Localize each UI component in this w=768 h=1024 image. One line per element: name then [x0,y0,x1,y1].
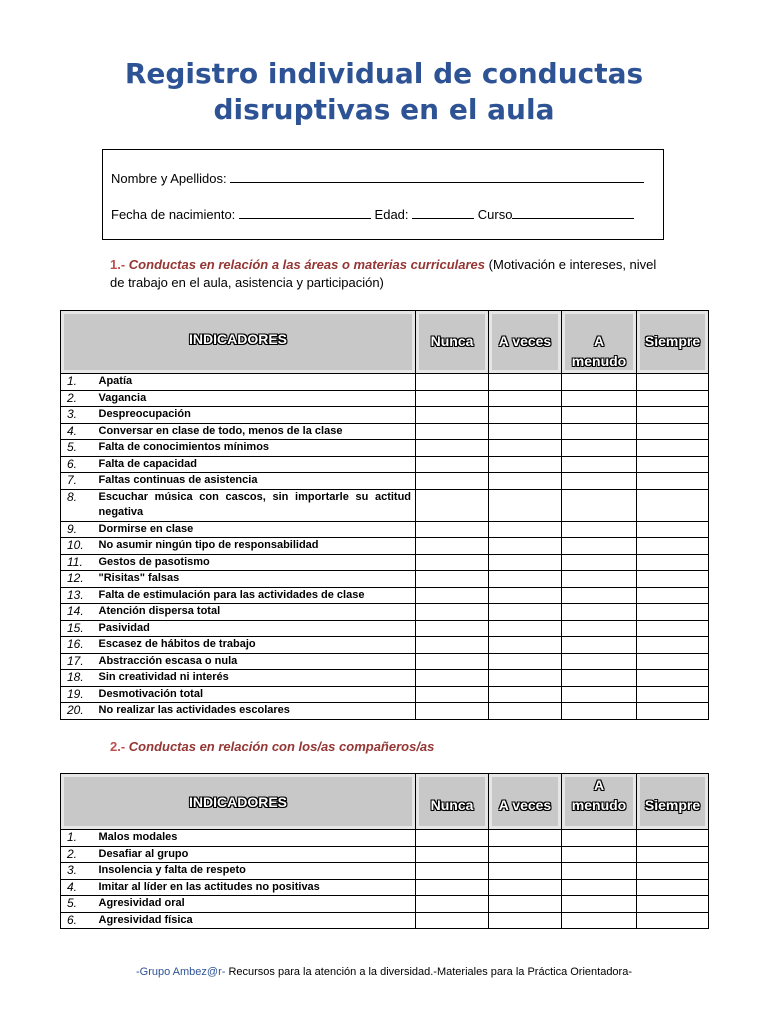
indicator-number: 9. [61,521,95,538]
indicator-text: Abstracción escasa o nula [95,653,416,670]
indicator-number: 2. [61,846,95,863]
page-footer [0,966,768,978]
sometimes-header: A veces [489,311,562,374]
table-row [61,830,709,847]
never-cell[interactable] [416,473,489,490]
table-row [61,538,709,555]
indicator-text: Sin creatividad ni interés [95,670,416,687]
sometimes-cell[interactable] [489,912,562,929]
sometimes-cell[interactable] [489,830,562,847]
often-cell[interactable] [562,571,637,588]
never-cell[interactable] [416,703,489,720]
age-blank-field[interactable] [412,206,474,219]
sometimes-cell[interactable] [489,703,562,720]
always-cell[interactable] [637,538,709,555]
indicator-text: Escuchar música con cascos, sin importarle su actitud negativa [95,489,416,521]
footer-brand: -Grupo Ambez@r- [135,966,226,978]
indicator-number: 19. [61,686,95,703]
never-cell[interactable] [416,554,489,571]
sometimes-cell[interactable] [489,423,562,440]
indicator-number: 15. [61,620,95,637]
often-cell[interactable] [562,407,637,424]
always-cell[interactable] [637,587,709,604]
indicator-text: Gestos de pasotismo [95,554,416,571]
always-cell[interactable] [637,390,709,407]
always-cell[interactable] [637,879,709,896]
indicator-number: 4. [61,879,95,896]
table-row [61,521,709,538]
often-cell[interactable] [562,879,637,896]
indicator-number: 7. [61,473,95,490]
often-cell[interactable] [562,521,637,538]
sometimes-cell[interactable] [489,489,562,521]
always-cell[interactable] [637,571,709,588]
sometimes-cell[interactable] [489,604,562,621]
sometimes-cell[interactable] [489,620,562,637]
often-cell[interactable] [562,703,637,720]
indicator-number: 11. [61,554,95,571]
never-cell[interactable] [416,896,489,913]
document-title-line-2: disruptivas en el aula [213,93,555,126]
indicator-text: Agresividad física [95,912,416,929]
table-row [61,670,709,687]
sometimes-cell[interactable] [489,670,562,687]
course-label: Curso [477,207,513,222]
indicator-number: 18. [61,670,95,687]
always-cell[interactable] [637,489,709,521]
indicator-number: 20. [61,703,95,720]
often-header-line-2: menudo [571,353,627,369]
table-row [61,587,709,604]
always-cell[interactable] [637,896,709,913]
never-cell[interactable] [416,423,489,440]
indicator-number: 6. [61,456,95,473]
often-cell[interactable] [562,440,637,457]
never-header: Nunca [416,774,489,830]
never-cell[interactable] [416,587,489,604]
table-row [61,554,709,571]
always-cell[interactable] [637,830,709,847]
indicator-number: 3. [61,863,95,880]
dob-blank-field[interactable] [239,206,371,219]
table-row [61,703,709,720]
indicator-text: Malos modales [95,830,416,847]
never-cell[interactable] [416,912,489,929]
indicator-text: Falta de conocimientos mínimos [95,440,416,457]
footer-text: Recursos para la atención a la diversidad.-Materiales para la Práctica Orientadora- [225,966,632,978]
dob-label: Fecha de nacimiento: [111,207,236,222]
sometimes-cell[interactable] [489,554,562,571]
often-cell[interactable] [562,554,637,571]
table-row [61,846,709,863]
often-cell[interactable] [562,637,637,654]
indicator-number: 17. [61,653,95,670]
sometimes-cell[interactable] [489,456,562,473]
section-1-title: Conductas en relación a las áreas o materias curriculares [128,257,486,272]
indicator-text: Escasez de hábitos de trabajo [95,637,416,654]
indicator-number: 1. [61,374,95,391]
always-cell[interactable] [637,846,709,863]
often-cell[interactable] [562,587,637,604]
often-header [562,774,637,830]
often-cell[interactable] [562,863,637,880]
always-cell[interactable] [637,912,709,929]
sometimes-cell[interactable] [489,374,562,391]
often-cell[interactable] [562,620,637,637]
never-cell[interactable] [416,440,489,457]
never-cell[interactable] [416,571,489,588]
always-cell[interactable] [637,620,709,637]
often-header-line-2: menudo [571,797,627,813]
indicator-text: Insolencia y falta de respeto [95,863,416,880]
indicator-number: 5. [61,440,95,457]
often-cell[interactable] [562,374,637,391]
never-cell[interactable] [416,489,489,521]
table-row [61,637,709,654]
always-header: Siempre [637,311,709,374]
section-2-number: 2.- [110,739,126,754]
sometimes-cell[interactable] [489,879,562,896]
often-cell[interactable] [562,538,637,555]
indicator-number: 4. [61,423,95,440]
indicator-text: Vagancia [95,390,416,407]
table-row [61,423,709,440]
section-1-heading [110,256,670,292]
indicator-text: Agresividad oral [95,896,416,913]
indicator-number: 2. [61,390,95,407]
always-cell[interactable] [637,440,709,457]
indicators-table-1 [60,310,709,720]
never-cell[interactable] [416,637,489,654]
table-row [61,653,709,670]
indicator-text: "Risitas" falsas [95,571,416,588]
always-cell[interactable] [637,604,709,621]
indicator-number: 5. [61,896,95,913]
indicator-text: No asumir ningún tipo de responsabilidad [95,538,416,555]
indicator-text: Falta de capacidad [95,456,416,473]
always-cell[interactable] [637,407,709,424]
table-row [61,620,709,637]
table-1-header-row [61,311,709,374]
never-cell[interactable] [416,521,489,538]
sometimes-cell[interactable] [489,538,562,555]
document-title-line-1: Registro individual de conductas [124,57,644,90]
section-2-heading [110,738,670,756]
indicator-text: Falta de estimulación para las actividades de clase [95,587,416,604]
always-cell[interactable] [637,637,709,654]
table-row [61,863,709,880]
student-info-box [102,149,664,240]
sometimes-cell[interactable] [489,440,562,457]
indicator-number: 10. [61,538,95,555]
never-cell[interactable] [416,538,489,555]
indicators-header: INDICADORES [61,311,416,374]
never-cell[interactable] [416,390,489,407]
never-cell[interactable] [416,374,489,391]
always-cell[interactable] [637,670,709,687]
never-cell[interactable] [416,670,489,687]
table-row [61,407,709,424]
section-1-number: 1.- [110,257,126,272]
often-cell[interactable] [562,686,637,703]
indicator-text: Dormirse en clase [95,521,416,538]
table-2-body [61,830,709,929]
sometimes-cell[interactable] [489,896,562,913]
table-row [61,489,709,521]
name-blank-field[interactable] [230,170,644,183]
often-cell[interactable] [562,653,637,670]
sometimes-cell[interactable] [489,473,562,490]
document-title [0,56,768,128]
always-cell[interactable] [637,703,709,720]
never-cell[interactable] [416,863,489,880]
always-cell[interactable] [637,653,709,670]
indicator-number: 6. [61,912,95,929]
indicator-text: Despreocupación [95,407,416,424]
indicator-number: 12. [61,571,95,588]
never-cell[interactable] [416,604,489,621]
indicator-text: Apatía [95,374,416,391]
indicator-number: 14. [61,604,95,621]
indicator-text: Pasividad [95,620,416,637]
sometimes-cell[interactable] [489,686,562,703]
name-label: Nombre y Apellidos: [111,171,227,186]
often-cell[interactable] [562,390,637,407]
indicator-number: 3. [61,407,95,424]
often-header-line-1: A [593,777,605,793]
indicator-text: Desmotivación total [95,686,416,703]
sometimes-cell[interactable] [489,863,562,880]
always-cell[interactable] [637,521,709,538]
indicators-header: INDICADORES [61,774,416,830]
sometimes-cell[interactable] [489,846,562,863]
section-2-title: Conductas en relación con los/as compañeros/as [128,739,435,754]
indicators-table-2 [60,773,709,929]
never-cell[interactable] [416,456,489,473]
table-row [61,374,709,391]
sometimes-cell[interactable] [489,521,562,538]
name-row [111,170,644,186]
indicator-number: 16. [61,637,95,654]
always-cell[interactable] [637,374,709,391]
often-cell[interactable] [562,423,637,440]
often-cell[interactable] [562,912,637,929]
indicator-text: Conversar en clase de todo, menos de la clase [95,423,416,440]
sometimes-cell[interactable] [489,390,562,407]
never-cell[interactable] [416,686,489,703]
never-header: Nunca [416,311,489,374]
always-cell[interactable] [637,554,709,571]
always-cell[interactable] [637,423,709,440]
table-row [61,686,709,703]
indicator-text: Imitar al líder en las actitudes no positivas [95,879,416,896]
sometimes-cell[interactable] [489,571,562,588]
indicator-text: Faltas continuas de asistencia [95,473,416,490]
table-1-body [61,374,709,720]
table-row [61,440,709,457]
never-cell[interactable] [416,653,489,670]
table-row [61,456,709,473]
indicator-text: No realizar las actividades escolares [95,703,416,720]
often-cell[interactable] [562,473,637,490]
often-cell[interactable] [562,830,637,847]
never-cell[interactable] [416,620,489,637]
often-cell[interactable] [562,489,637,521]
never-cell[interactable] [416,846,489,863]
often-header [562,311,637,374]
indicator-number: 1. [61,830,95,847]
section-1-detail: (Motivación e intereses, nivel de trabajo en el aula, asistencia y participación) [110,257,657,290]
always-cell[interactable] [637,473,709,490]
indicator-number: 13. [61,587,95,604]
indicator-text: Desafiar al grupo [95,846,416,863]
often-cell[interactable] [562,896,637,913]
often-cell[interactable] [562,456,637,473]
sometimes-header: A veces [489,774,562,830]
always-header: Siempre [637,774,709,830]
table-row [61,879,709,896]
often-cell[interactable] [562,670,637,687]
indicator-number: 8. [61,489,95,521]
indicator-text: Atención dispersa total [95,604,416,621]
table-row [61,571,709,588]
never-cell[interactable] [416,879,489,896]
always-cell[interactable] [637,686,709,703]
often-header-line-1: A [593,333,605,349]
often-cell[interactable] [562,604,637,621]
table-2-header-row [61,774,709,830]
dob-row [111,206,634,222]
never-cell[interactable] [416,830,489,847]
always-cell[interactable] [637,863,709,880]
age-label: Edad: [374,207,409,222]
sometimes-cell[interactable] [489,637,562,654]
table-row [61,473,709,490]
always-cell[interactable] [637,456,709,473]
table-row [61,912,709,929]
course-blank-field[interactable] [512,206,634,219]
table-row [61,604,709,621]
sometimes-cell[interactable] [489,407,562,424]
never-cell[interactable] [416,407,489,424]
sometimes-cell[interactable] [489,653,562,670]
often-cell[interactable] [562,846,637,863]
table-row [61,390,709,407]
table-row [61,896,709,913]
sometimes-cell[interactable] [489,587,562,604]
